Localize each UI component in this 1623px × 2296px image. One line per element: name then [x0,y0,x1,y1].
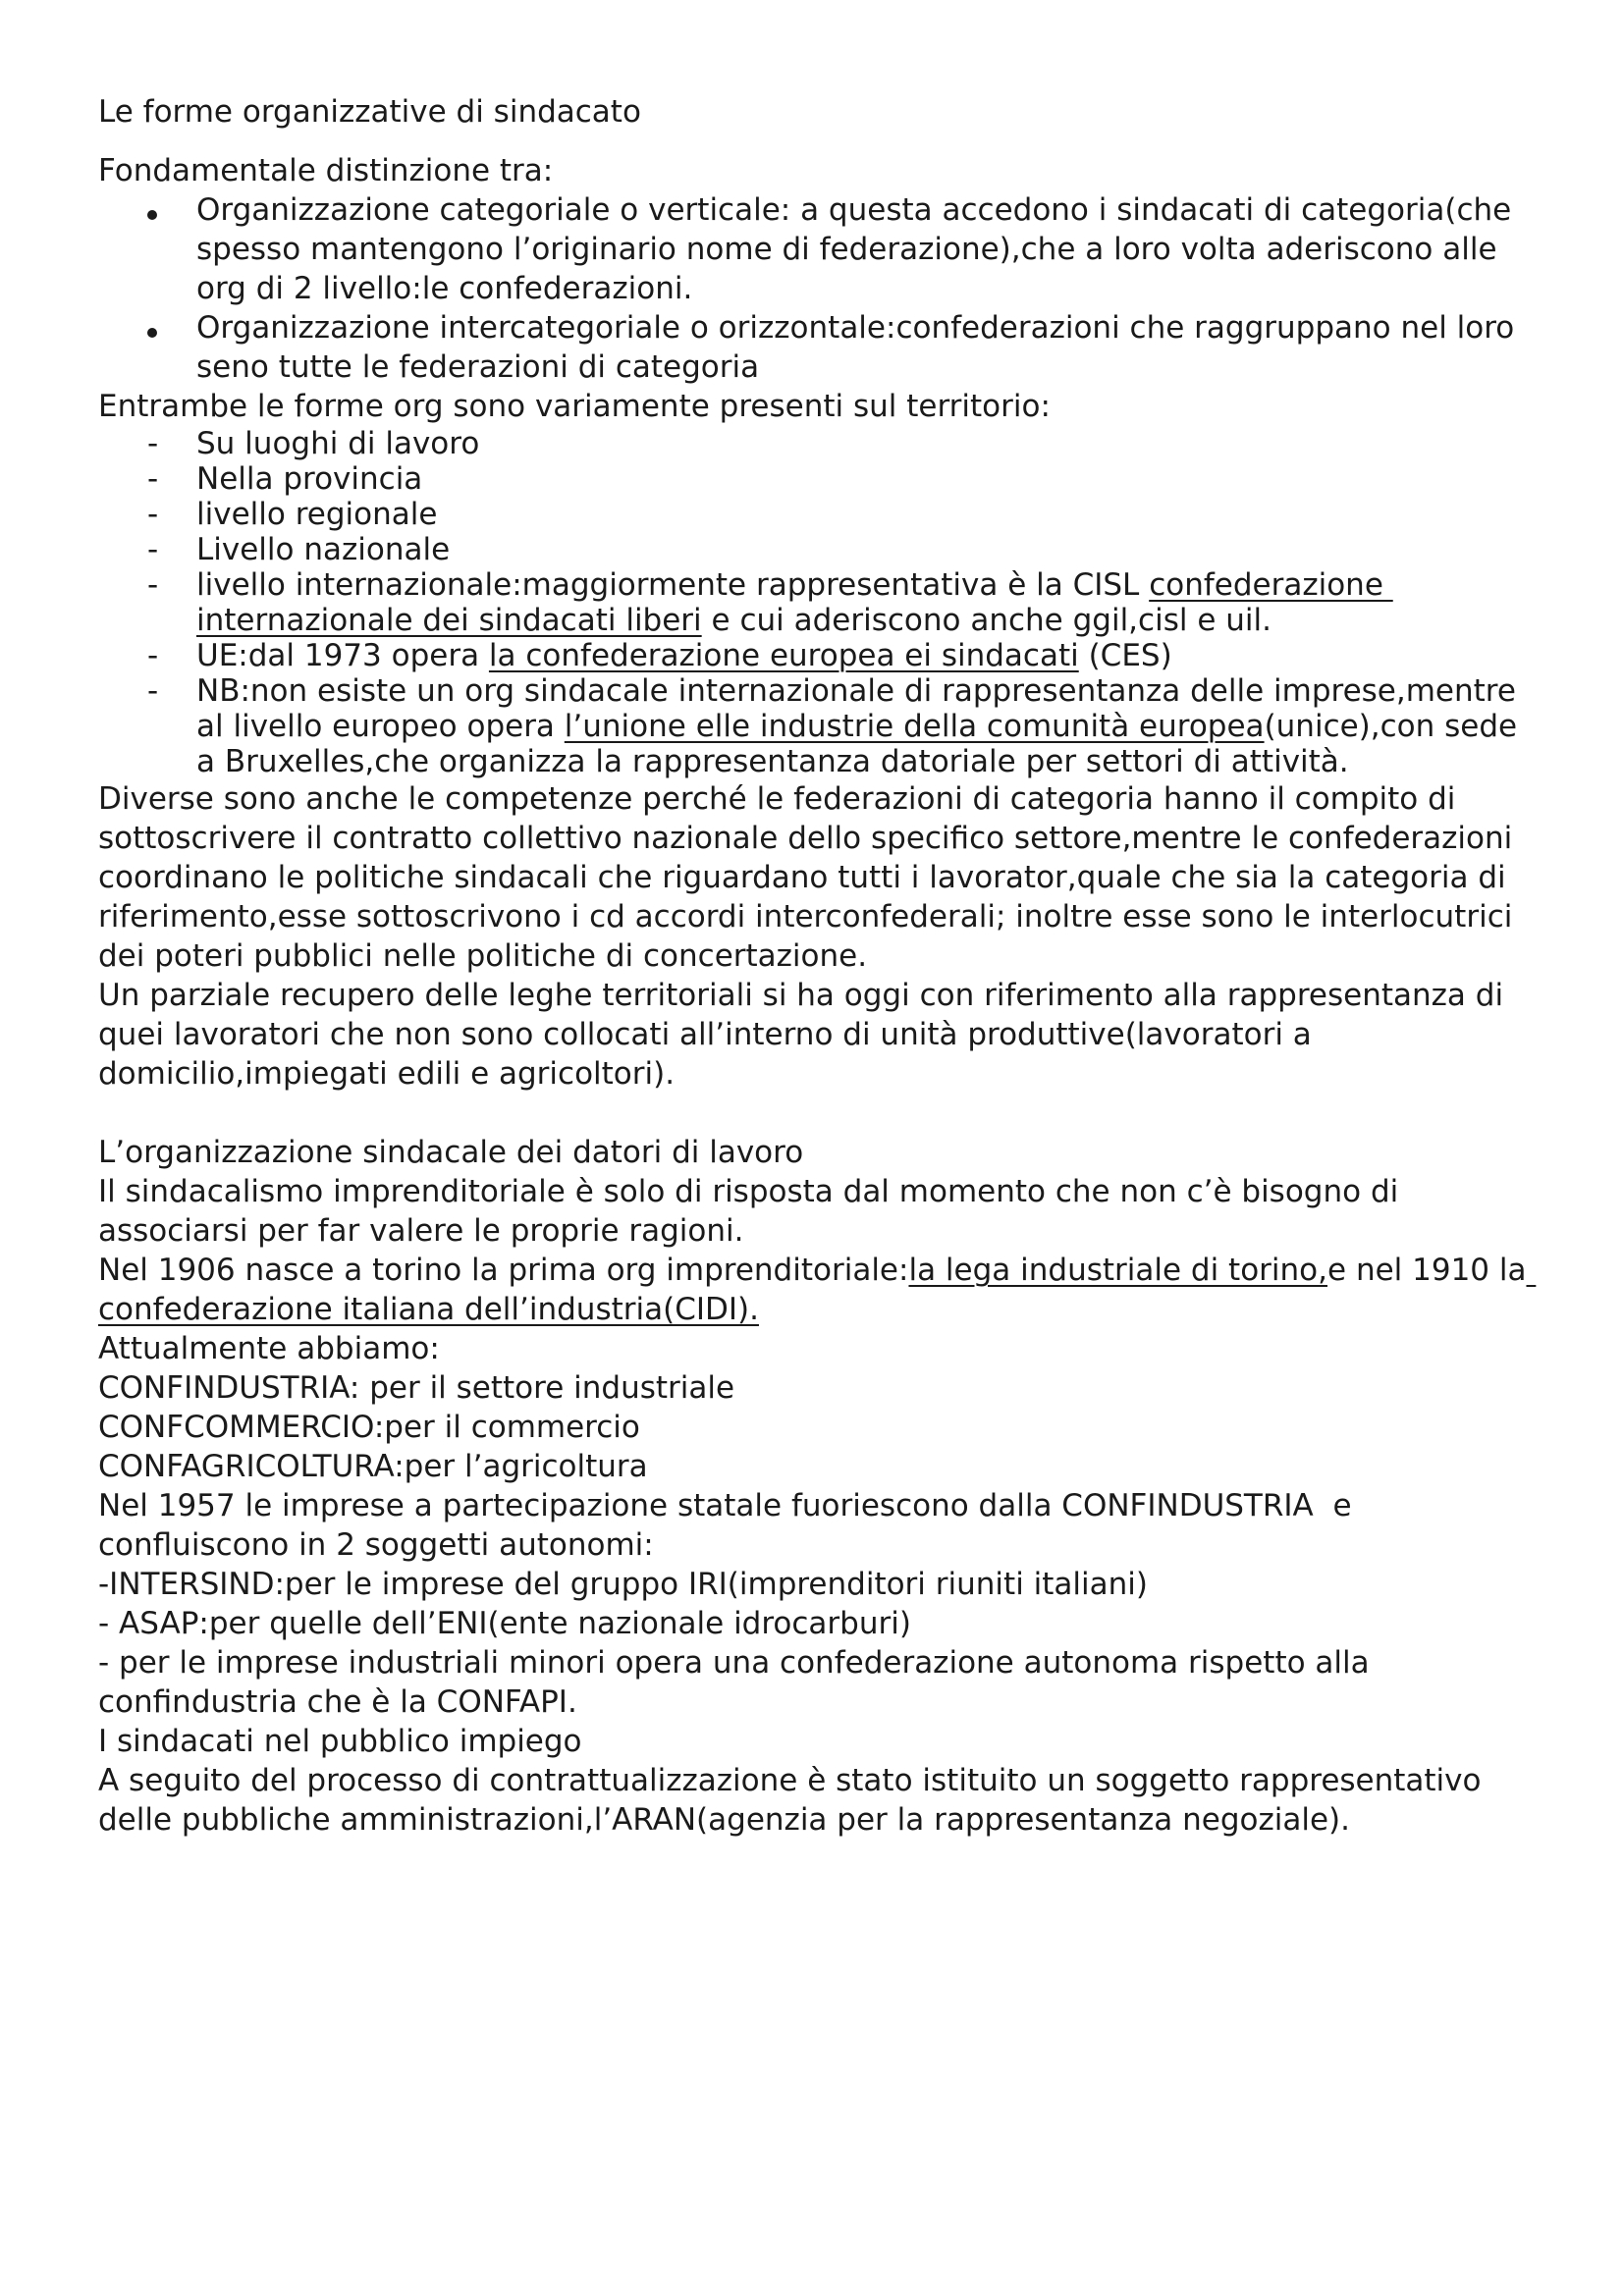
dash-item-nb: - NB:non esiste un org sindacale internazionale di rappresentanza delle imprese,mentre al livello europeo opera l’unione elle industrie della comunità europea(unice),con sede a Bruxelles,che organizza la rappresentanza datoriale per settori di attività. [147,673,1518,779]
tail-paragraph: Attualmente abbiamo: CONFINDUSTRIA: per il settore industriale CONFCOMMERCIO:per il commercio CONFAGRICOLTURA:per l’agricoltura Nel 1957 le imprese a partecipazione statale fuoriescono dalla CONFINDUSTRIA e confluiscono in 2 soggetti autonomi: -INTERSIND:per le imprese del gruppo IRI(imprenditori riuniti italiani) - ASAP:per quelle dell’ENI(ente nazionale idrocarburi) - per le imprese industriali minori opera una confederazione autonoma rispetto alla confindustria che è la CONFAPI. I sindacati nel pubblico impiego A seguito del processo di contrattualizzazione è stato istituito un soggetto rappresentativo delle pubbliche amministrazioni,l’ARAN(agenzia per la rappresentanza negoziale). [98,1329,1544,1840]
entrambe-line: Entrambe le forme org sono variamente presenti sul territorio: [98,389,1051,424]
underlined-text: internazionale dei sindacati liberi [196,603,702,638]
bullet-item-2: Organizzazione intercategoriale o orizzontale:confederazioni che raggruppano nel loro seno tutte le federazioni di categoria [98,308,1544,387]
intro-line: Fondamentale distinzione tra: [98,153,554,188]
section-heading-pubblico: I sindacati nel pubblico impiego [98,1724,582,1759]
dash-item-provincia: - Nella provincia [147,461,423,497]
underlined-text: la confederazione europea ei sindacati [488,638,1079,673]
dash-item-luoghi: - Su luoghi di lavoro [147,426,480,461]
underlined-text: confederazione [1149,567,1393,603]
dash-mark: - [147,567,159,603]
underlined-text: confederazione italiana dell’industria(CIDI). [98,1292,759,1327]
underlined-text: l’unione elle industrie della comunità europea [564,709,1265,744]
dash-mark: - [147,532,159,567]
dash-item-ue: - UE:dal 1973 opera la confederazione europea ei sindacati (CES) [147,638,1172,673]
document-title: Le forme organizzative di sindacato [98,94,641,130]
dash-item-nazionale: - Livello nazionale [147,532,451,567]
document-page: Le forme organizzative di sindacato Fondamentale distinzione tra: Organizzazione categoriale o verticale: a questa accedono i sindacati di categoria(che spesso mantengono l’originario nome di federazione),che a loro volta aderiscono alle org di 2 livello:le confederazioni. Organizzazione intercategoriale o orizzontale:confederazioni che raggruppano nel loro seno tutte le federazioni di categoria Entrambe le forme org sono variamente presenti sul territorio: - Su luoghi di lavoro - Nella provincia - livello regionale - Livello nazionale - livello internazionale:maggiormente rappresentativa è la CISL confederazione internazionale dei sindacati liberi e cui aderiscono anche ggil,cisl e uil. - UE:dal 1973 opera la confederazione europea ei sindacati (CES) - NB:non esiste un org sindacale internazionale di rappresentanza delle imprese,mentre al livello europeo opera l’unione elle industrie della comunità europea(unice),con sede a Bruxelles,che organizza la rappresentanza datoriale per settori di attività. Diverse sono anche le competenze perché le federazioni di categoria hanno il compito di sottoscrivere il contratto collettivo nazionale dello specifico settore,mentre le confederazioni coordinano le politiche sindacali che riguardano tutti i lavorator,quale che sia la categoria di riferimento,esse sottoscrivono i cd accordi interconfederali; inoltre esse sono le interlocutrici dei poteri pubblici nelle politiche di concertazione. Un parziale recupero delle leghe territoriali si ha oggi con riferimento alla rappresentanza di quei lavoratori che non sono collocati all’interno di unità produttive(lavoratori a domicilio,impiegati edili e agricoltori). L’organizzazione sindacale dei datori di lavoro Il sindacalismo imprenditoriale è solo di risposta dal momento che non c’è bisogno di associarsi per far valere le proprie ragioni. Nel 1906 nasce a torino la prima org imprenditoriale:la lega industriale di torino,e nel 1910 la confederazione italiana dell’industria(CIDI). Attualmente abbiamo: CONFINDUSTRIA: per il settore industriale CONFCOMMERCIO:per il commercio CONFAGRICOLTURA:per l’agricoltura Nel 1957 le imprese a partecipazione statale fuoriescono dalla CONFINDUSTRIA e confluiscono in 2 soggetti autonomi: -INTERSIND:per le imprese del gruppo IRI(imprenditori riuniti italiani) - ASAP:per quelle dell’ENI(ente nazionale idrocarburi) - per le imprese industriali minori opera una confederazione autonoma rispetto alla confindustria che è la CONFAPI. I sindacati nel pubblico impiego A seguito del processo di contrattualizzazione è stato istituito un soggetto rappresentativo delle pubbliche amministrazioni,l’ARAN(agenzia per la rappresentanza negoziale). [0,0,1623,2296]
bullet-item-1: Organizzazione categoriale o verticale: a questa accedono i sindacati di categoria(che spesso mantengono l’originario nome di federazione),che a loro volta aderiscono alle org di 2 livello:le confederazioni. [98,190,1544,308]
dash-item-regionale: - livello regionale [147,497,438,532]
dash-mark: - [147,426,159,461]
nel1906-line: Nel 1906 nasce a torino la prima org imprenditoriale:la lega industriale di torino,e nel 1910 la [98,1251,1544,1290]
bullet-dot-icon [147,308,157,347]
dash-item-internazionale: - livello internazionale:maggiormente rappresentativa è la CISL confederazione internazionale dei sindacati liberi e cui aderiscono anche ggil,cisl e uil. [147,567,1393,638]
competenze-paragraph: Diverse sono anche le competenze perché le federazioni di categoria hanno il compito di sottoscrivere il contratto collettivo nazionale dello specifico settore,mentre le confederazioni coordinano le politiche sindacali che riguardano tutti i lavorator,quale che sia la categoria di riferimento,esse sottoscrivono i cd accordi interconfederali; inoltre esse sono le interlocutrici dei poteri pubblici nelle politiche di concertazione. Un parziale recupero delle leghe territoriali si ha oggi con riferimento alla rappresentanza di quei lavoratori che non sono collocati all’interno di unità produttive(lavoratori a domicilio,impiegati edili e agricoltori). [98,781,1513,1092]
dash-mark: - [147,638,159,673]
section-heading-datori: L’organizzazione sindacale dei datori di lavoro [98,1135,804,1170]
dash-mark: - [147,461,159,497]
underlined-text: la lega industriale di torino, [908,1253,1328,1288]
dash-mark: - [147,673,159,709]
bullet-dot-icon [147,190,157,230]
underlined-text [1526,1253,1536,1288]
dash-mark: - [147,497,159,532]
